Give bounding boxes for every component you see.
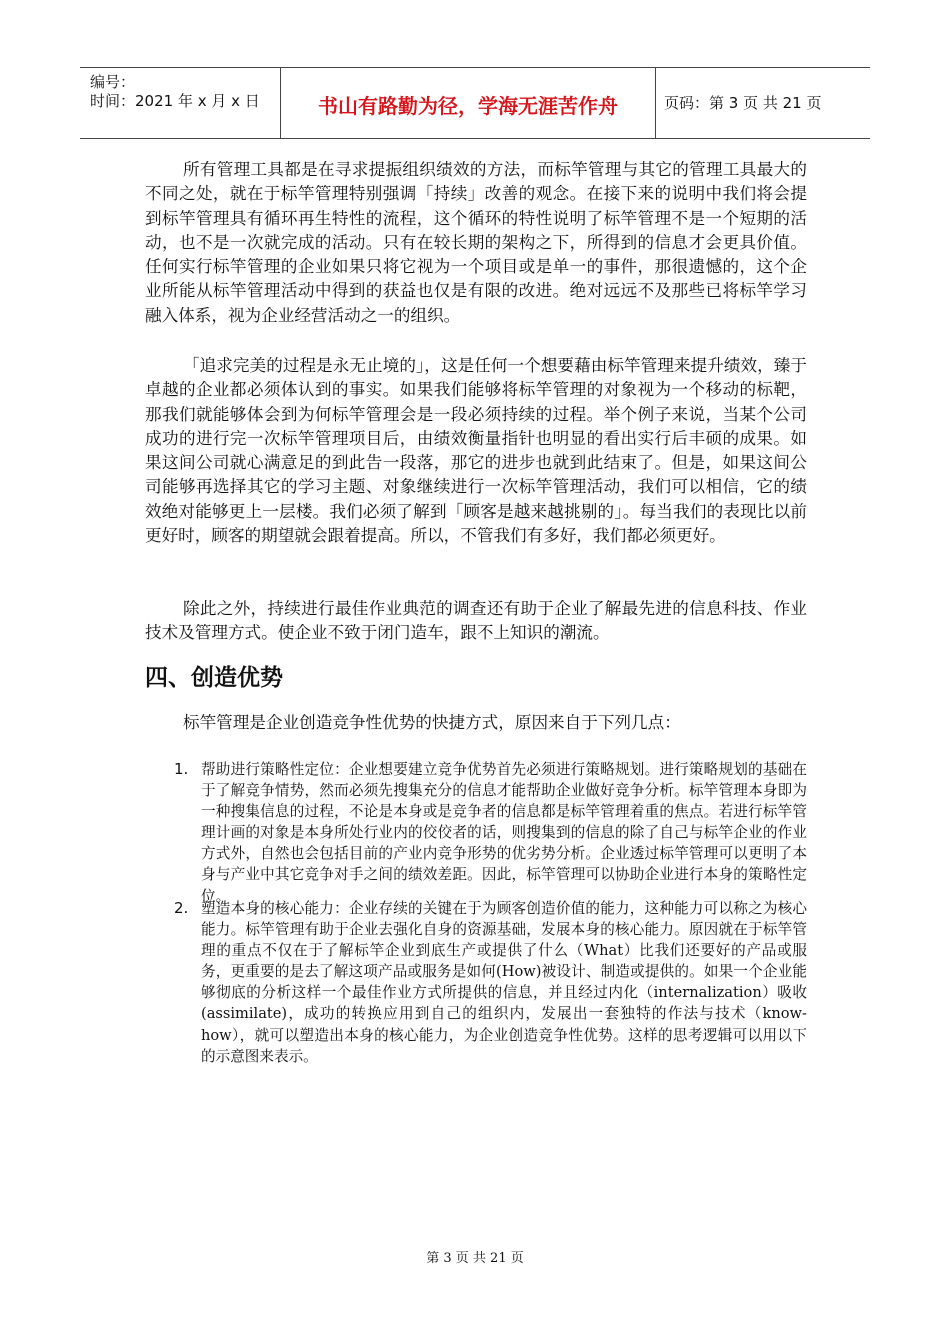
header-page-cell — [656, 68, 870, 138]
paragraph-2: 「追求完美的过程是永无止境的」，这是任何一个想要藉由标竿管理来提升绩效，臻于卓越的企业都必须体认到的事实。如果我们能够将标竿管理的对象视为一个移动的标靶，那我们就能够体会到为何标竿管理会是一段必须持续的过程。举个例子来说，当某个公司成功的进行完一次标竿管理项目后，由绩效衡量指针也明显的看出实行后丰硕的成果。如果这间公司就心满意足的到此告一段落，那它的进步也就到此结束了。但是，如果这间公司能够再选择其它的学习主题、对象继续进行一次标竿管理活动，我们可以相信，它的绩效绝对能够更上一层楼。我们必须了解到「顾客是越来越挑剔的」。每当我们的表现比以前更好时，顾客的期望就会跟着提高。所以，不管我们有多好，我们都必须更好。 — [145, 356, 807, 546]
list-item-text: 塑造本身的核心能力：企业存续的关键在于为顾客创造价值的能力，这种能力可以称之为核心能力。标竿管理有助于企业去强化自身的资源基础，发展本身的核心能力。原因就在于标竿管理的重点不仅在于了解标竿企业到底生产或提供了什么（What）比我们还要好的产品或服务，更重要的是去了解这项产品或服务是如何(How)被设计、制造或提供的。如果一个企业能够彻底的分析这样一个最佳作业方式所提供的信息，并且经过内化（internalization）吸收(assimilate)，成功的转换应用到自己的组织内，发展出一套独特的作法与技术（know-how），就可以塑造出本身的核心能力，为企业创造竞争性优势。这样的思考逻辑可以用以下的示意图来表示。 — [201, 900, 807, 1065]
paragraph-3: 除此之外，持续进行最佳作业典范的调查还有助于企业了解最先进的信息科技、作业技术及管理方式。使企业不致于闭门造车，跟不上知识的潮流。 — [145, 599, 807, 643]
header-motto-cell — [281, 68, 656, 138]
date-label: 时间：2021 年 x 月 x 日 — [90, 92, 260, 110]
section-heading: 四、创造优势 — [145, 665, 283, 691]
header-meta-cell — [80, 68, 281, 138]
page-footer: 第 3 页 共 21 页 — [426, 1251, 524, 1266]
motto: 书山有路勤为径，学海无涯苦作舟 — [318, 94, 618, 118]
list-item-number: 1. — [174, 760, 189, 778]
list-item-text: 帮助进行策略性定位：企业想要建立竞争优势首先必须进行策略规划。进行策略规划的基础在于了解竞争情势，然而必须先搜集充分的信息才能帮助企业做好竞争分析。标竿管理本身即为一种搜集信息的过程，不论是本身或是竞争者的信息都是标竿管理着重的焦点。若进行标竿管理计画的对象是本身所处行业内的佼佼者的话，则搜集到的信息的除了自己与标竿企业的作业方式外，自然也会包括目前的产业内竞争形势的优劣势分析。企业透过标竿管理可以更明了本身与产业中其它竞争对手之间的绩效差距。因此，标竿管理可以协助企业进行本身的策略性定位。 — [201, 761, 807, 905]
code-label: 编号： — [90, 73, 136, 91]
page-header — [80, 67, 870, 139]
page-info: 页码：第 3 页 共 21 页 — [664, 94, 822, 112]
list-item-number: 2. — [174, 899, 189, 917]
paragraph-1: 所有管理工具都是在寻求提振组织绩效的方法，而标竿管理与其它的管理工具最大的不同之处，就在于标竿管理特别强调「持续」改善的观念。在接下来的说明中我们将会提到标竿管理具有循环再生特性的流程，这个循环的特性说明了标竿管理不是一个短期的活动，也不是一次就完成的活动。只有在较长期的架构之下，所得到的信息才会更具价值。任何实行标竿管理的企业如果只将它视为一个项目或是单一的事件，那很遗憾的，这个企业所能从标竿管理活动中得到的获益也仅是有限的改进。绝对远远不及那些已将标竿学习融入体系，视为企业经营活动之一的组织。 — [145, 160, 807, 325]
section-intro: 标竿管理是企业创造竞争性优势的快捷方式，原因来自于下列几点： — [183, 713, 681, 732]
